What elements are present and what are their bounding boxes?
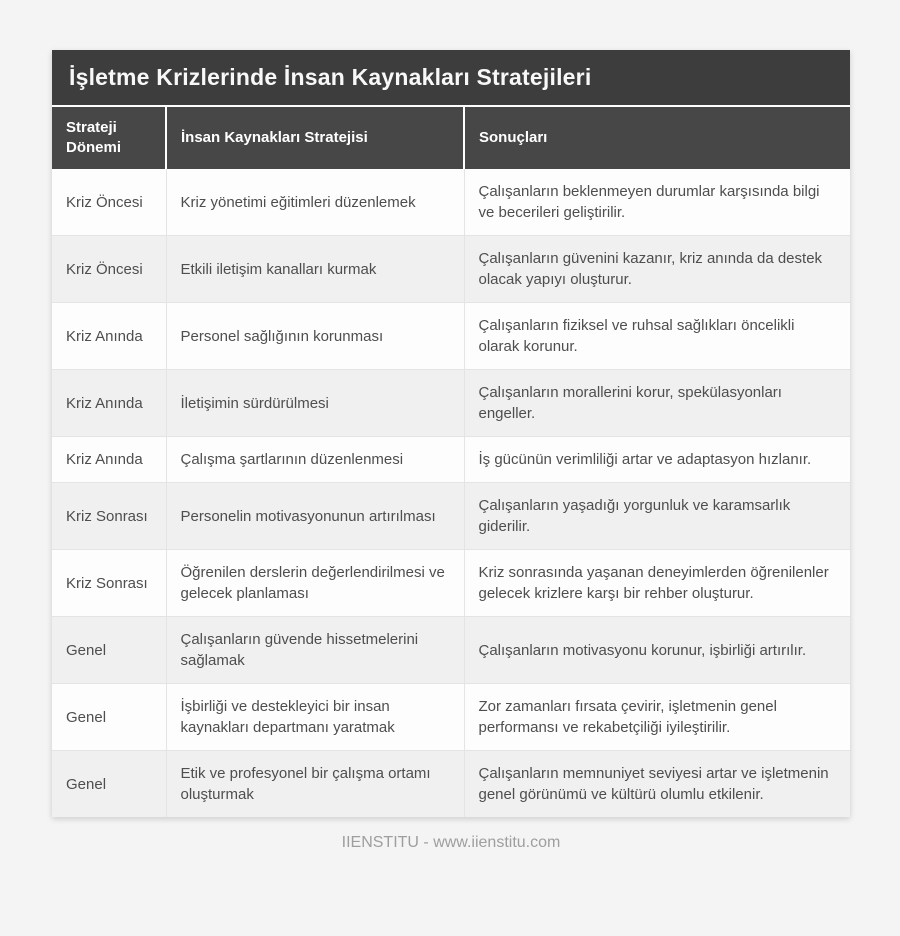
cell-result: Kriz sonrasında yaşanan deneyimlerden öğrenilenler gelecek krizlere karşı bir rehber oluşturur. xyxy=(464,550,850,617)
table-row xyxy=(52,684,850,751)
page-title: İşletme Krizlerinde İnsan Kaynakları Stratejileri xyxy=(52,50,850,107)
cell-strategy: İletişimin sürdürülmesi xyxy=(166,370,464,437)
cell-period: Kriz Öncesi xyxy=(52,236,166,303)
cell-strategy: İşbirliği ve destekleyici bir insan kaynakları departmanı yaratmak xyxy=(166,684,464,751)
column-header-period: Strateji Dönemi xyxy=(52,107,166,169)
cell-result: Çalışanların morallerini korur, spekülasyonları engeller. xyxy=(464,370,850,437)
cell-result: Çalışanların fiziksel ve ruhsal sağlıkları öncelikli olarak korunur. xyxy=(464,303,850,370)
cell-period: Kriz Öncesi xyxy=(52,169,166,236)
cell-period: Kriz Sonrası xyxy=(52,483,166,550)
table-row xyxy=(52,483,850,550)
header-row xyxy=(52,107,850,169)
table-row xyxy=(52,303,850,370)
table-row xyxy=(52,437,850,483)
column-header-strategy: İnsan Kaynakları Stratejisi xyxy=(166,107,464,169)
table-row xyxy=(52,751,850,818)
cell-result: Çalışanların motivasyonu korunur, işbirliği artırılır. xyxy=(464,617,850,684)
cell-strategy: Çalışma şartlarının düzenlenmesi xyxy=(166,437,464,483)
cell-period: Genel xyxy=(52,684,166,751)
cell-result: Çalışanların memnuniyet seviyesi artar ve işletmenin genel görünümü ve kültürü olumlu etkilenir. xyxy=(464,751,850,818)
cell-result: İş gücünün verimliliği artar ve adaptasyon hızlanır. xyxy=(464,437,850,483)
table-row xyxy=(52,550,850,617)
table-header xyxy=(52,107,850,169)
cell-strategy: Etkili iletişim kanalları kurmak xyxy=(166,236,464,303)
cell-period: Genel xyxy=(52,617,166,684)
cell-period: Kriz Anında xyxy=(52,303,166,370)
cell-strategy: Çalışanların güvende hissetmelerini sağlamak xyxy=(166,617,464,684)
footer-credit: IIENSTITU - www.iienstitu.com xyxy=(341,834,561,851)
table-row xyxy=(52,370,850,437)
cell-strategy: Personelin motivasyonunun artırılması xyxy=(166,483,464,550)
table-row xyxy=(52,169,850,236)
cell-period: Kriz Anında xyxy=(52,437,166,483)
cell-result: Çalışanların güvenini kazanır, kriz anında da destek olacak yapıyı oluşturur. xyxy=(464,236,850,303)
cell-period: Kriz Sonrası xyxy=(52,550,166,617)
table-row xyxy=(52,617,850,684)
cell-strategy: Öğrenilen derslerin değerlendirilmesi ve gelecek planlaması xyxy=(166,550,464,617)
column-header-results: Sonuçları xyxy=(464,107,850,169)
strategy-table-card xyxy=(52,50,850,817)
table-body xyxy=(52,169,850,817)
table-row xyxy=(52,236,850,303)
cell-result: Zor zamanları fırsata çevirir, işletmenin genel performansı ve rekabetçiliği iyileştirilir. xyxy=(464,684,850,751)
cell-strategy: Personel sağlığının korunması xyxy=(166,303,464,370)
cell-period: Kriz Anında xyxy=(52,370,166,437)
cell-result: Çalışanların beklenmeyen durumlar karşısında bilgi ve becerileri geliştirilir. xyxy=(464,169,850,236)
cell-strategy: Etik ve profesyonel bir çalışma ortamı oluşturmak xyxy=(166,751,464,818)
cell-period: Genel xyxy=(52,751,166,818)
cell-strategy: Kriz yönetimi eğitimleri düzenlemek xyxy=(166,169,464,236)
strategies-table xyxy=(52,107,850,817)
cell-result: Çalışanların yaşadığı yorgunluk ve karamsarlık giderilir. xyxy=(464,483,850,550)
